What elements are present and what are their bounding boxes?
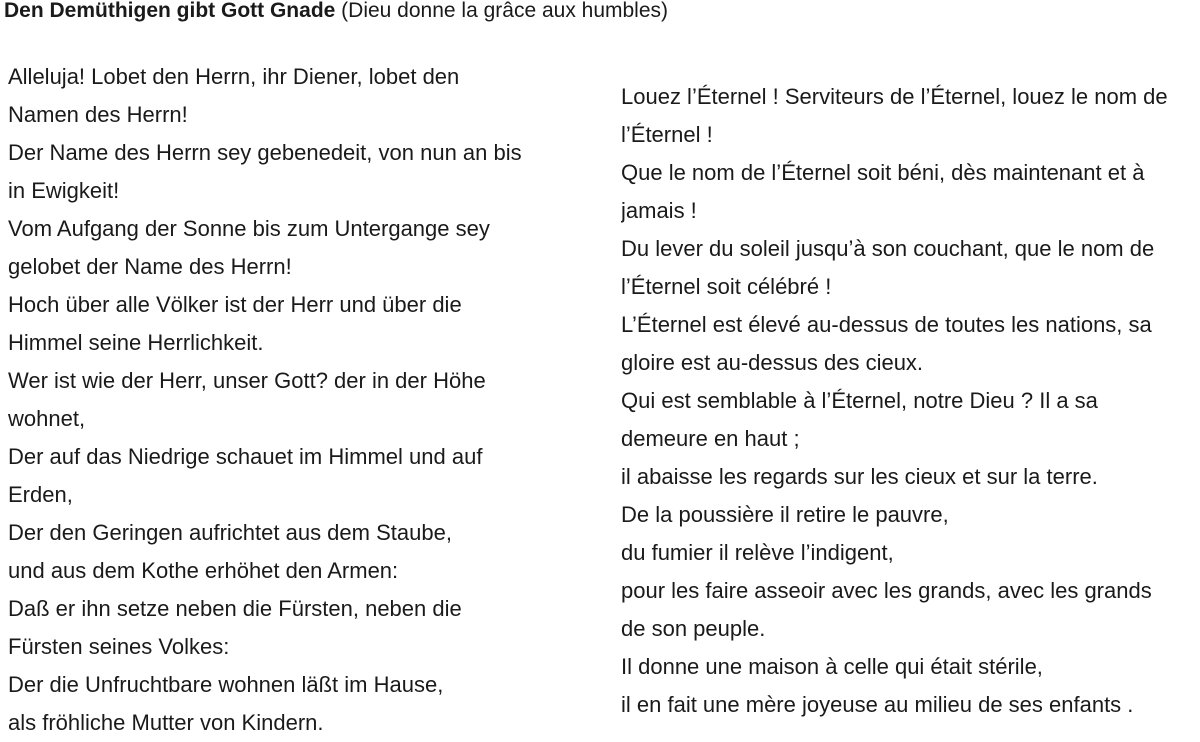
- french-line: il en fait une mère joyeuse au milieu de ses enfants .: [621, 692, 1134, 717]
- title-german: Den Demüthigen gibt Gott Gnade: [4, 0, 336, 22]
- french-line: L’Éternel est élevé au-dessus de toutes les nations, sa: [621, 312, 1152, 337]
- german-line: Hoch über alle Völker ist der Herr und über die: [8, 292, 462, 317]
- german-line: in Ewigkeit!: [8, 178, 120, 203]
- french-line: Que le nom de l’Éternel soit béni, dès maintenant et à: [621, 160, 1145, 185]
- german-line: Erden,: [8, 482, 73, 507]
- french-line: Du lever du soleil jusqu’à son couchant, que le nom de: [621, 236, 1155, 261]
- german-line: Der den Geringen aufrichtet aus dem Staube,: [8, 520, 452, 545]
- page-title: [4, 0, 668, 25]
- german-line: gelobet der Name des Herrn!: [8, 254, 292, 279]
- german-line: Fürsten seines Volkes:: [8, 634, 230, 659]
- french-text-column: [621, 78, 1200, 724]
- french-line: l’Éternel !: [621, 122, 713, 147]
- french-line: de son peuple.: [621, 616, 766, 641]
- german-line: Der Name des Herrn sey gebenedeit, von nun an bis: [8, 140, 522, 165]
- german-line: Namen des Herrn!: [8, 102, 188, 127]
- french-line: Louez l’Éternel ! Serviteurs de l’Éternel, louez le nom de: [621, 84, 1168, 109]
- french-line: jamais !: [621, 198, 697, 223]
- german-line: und aus dem Kothe erhöhet den Armen:: [8, 558, 399, 583]
- german-line: Daß er ihn setze neben die Fürsten, neben die: [8, 596, 462, 621]
- german-line: Der die Unfruchtbare wohnen läßt im Hause,: [8, 672, 444, 697]
- german-line: Alleluja! Lobet den Herrn, ihr Diener, lobet den: [8, 64, 460, 89]
- german-line: Wer ist wie der Herr, unser Gott? der in der Höhe: [8, 368, 486, 393]
- german-line: als fröhliche Mutter von Kindern.: [8, 710, 324, 735]
- french-line: l’Éternel soit célébré !: [621, 274, 832, 299]
- german-line: Vom Aufgang der Sonne bis zum Untergange sey: [8, 216, 490, 241]
- french-line: Il donne une maison à celle qui était stérile,: [621, 654, 1043, 679]
- french-line: Qui est semblable à l’Éternel, notre Dieu ? Il a sa: [621, 388, 1098, 413]
- french-line: demeure en haut ;: [621, 426, 800, 451]
- french-line: il abaisse les regards sur les cieux et sur la terre.: [621, 464, 1098, 489]
- french-line: De la poussière il retire le pauvre,: [621, 502, 949, 527]
- german-line: wohnet,: [8, 406, 86, 431]
- french-line: gloire est au-dessus des cieux.: [621, 350, 924, 375]
- german-line: Der auf das Niedrige schauet im Himmel und auf: [8, 444, 483, 469]
- title-french: (Dieu donne la grâce aux humbles): [335, 0, 669, 22]
- german-line: Himmel seine Herrlichkeit.: [8, 330, 264, 355]
- french-line: du fumier il relève l’indigent,: [621, 540, 894, 565]
- german-text-column: [8, 58, 588, 742]
- french-line: pour les faire asseoir avec les grands, avec les grands: [621, 578, 1152, 603]
